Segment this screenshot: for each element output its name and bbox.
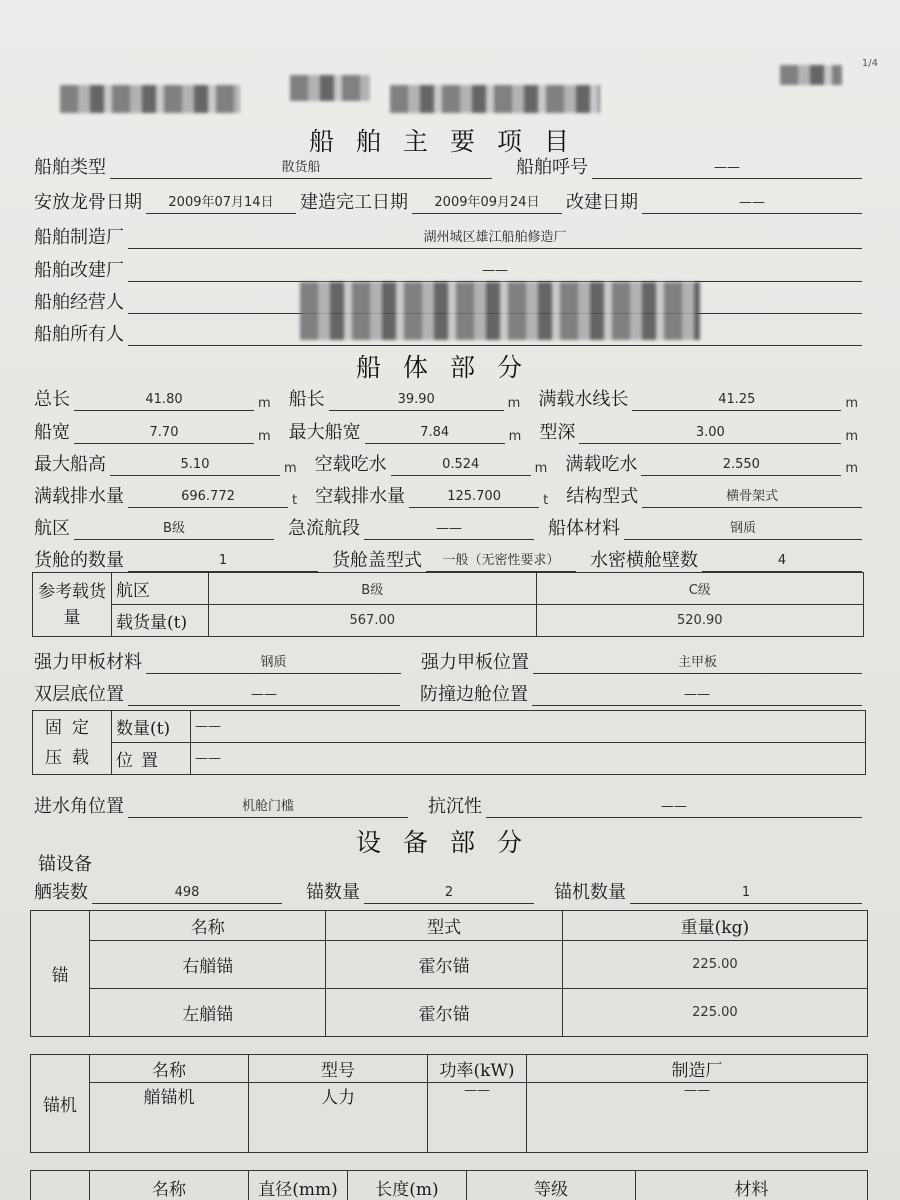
hull-field-label: 船长 [288, 389, 325, 410]
hull-field-value: 2.550 [641, 455, 841, 476]
flood-angle-label: 进水角位置 [34, 796, 124, 817]
flood-angle-value: 机舱门槛 [128, 797, 408, 818]
owner-label: 船舶所有人 [34, 324, 124, 345]
row-builder [34, 223, 866, 249]
unit-label: m [507, 396, 521, 411]
hull-field-label: 满载排水量 [34, 486, 124, 507]
call-sign-label: 船舶呼号 [516, 157, 588, 178]
hull-field-label: 急流航段 [288, 518, 360, 539]
hull-field-value: 4 [702, 551, 862, 572]
chain-header-grade: 等级 [467, 1171, 636, 1200]
ballast-table [32, 710, 866, 775]
cargo-b: 567.00 [209, 605, 537, 637]
keel-date-label: 安放龙骨日期 [34, 192, 142, 213]
unit-label: m [258, 429, 271, 444]
chain-header-name: 名称 [90, 1171, 249, 1200]
hull-field-value: 一般（无密性要求） [426, 551, 576, 572]
hull-field-label: 型深 [539, 422, 576, 443]
anchor-header-name: 名称 [90, 911, 326, 941]
redacted-owner [300, 282, 700, 340]
hull-field-label: 水密横舱壁数 [590, 550, 698, 571]
ballast-head-1: 固定 [45, 717, 99, 738]
hull-field-label: 满载水线长 [538, 389, 629, 410]
hull-field-label: 最大船高 [34, 454, 106, 475]
chain-header-length: 长度(m) [348, 1171, 467, 1200]
unit-label: m [258, 396, 271, 411]
deck-position-label: 强力甲板位置 [421, 652, 529, 673]
row-ship-type [34, 153, 866, 179]
double-bottom-value: —— [128, 685, 400, 706]
rebuilder-value: —— [128, 261, 862, 282]
hull-field-label: 空载排水量 [315, 486, 406, 507]
build-date-value: 2009年09月24日 [412, 193, 562, 214]
windlass-table [30, 1054, 868, 1153]
anchor-heading: 锚设备 [38, 854, 92, 875]
operator-label: 船舶经营人 [34, 292, 124, 313]
ballast-qty-value: —— [191, 711, 866, 743]
double-bottom-label: 双层底位置 [34, 684, 124, 705]
windlass-row-model: 人力 [249, 1083, 428, 1153]
unit-label: t [292, 493, 298, 508]
rebuilder-label: 船舶改建厂 [34, 260, 124, 281]
anchor-row-name: 右艏锚 [90, 941, 326, 989]
windlass-row-name: 艏锚机 [90, 1083, 249, 1153]
hull-row [34, 482, 866, 508]
windlass-header-model: 型号 [249, 1055, 428, 1083]
row-dates [34, 188, 866, 214]
row-double-bottom [34, 680, 866, 706]
area-label: 航区 [112, 573, 209, 605]
anchor-side-label: 锚 [31, 911, 90, 1037]
hull-row [34, 546, 866, 572]
hull-field-label: 货舱的数量 [34, 550, 124, 571]
anchor-row-name: 左艏锚 [90, 989, 326, 1037]
hull-field-value: 41.80 [74, 390, 254, 411]
hull-field-label: 满载吃水 [565, 454, 638, 475]
anchor-header-type: 型式 [326, 911, 562, 941]
unsinkable-label: 抗沉性 [428, 796, 482, 817]
outfit-label: 舾装数 [34, 882, 88, 903]
row-flood [34, 792, 866, 818]
windlass-count-value: 1 [630, 883, 862, 904]
deck-material-label: 强力甲板材料 [34, 652, 142, 673]
ballast-qty-label: 数量(t) [112, 711, 191, 743]
anchor-row-weight: 225.00 [562, 989, 867, 1037]
unit-label: m [534, 461, 548, 476]
hull-field-label: 船体材料 [548, 518, 620, 539]
hull-field-value: B级 [74, 519, 274, 540]
windlass-header-name: 名称 [90, 1055, 249, 1083]
unsinkable-value: —— [486, 797, 862, 818]
windlass-row-maker: —— [527, 1083, 868, 1153]
area-c: C级 [536, 573, 864, 605]
unit-label: m [284, 461, 297, 476]
unit-label: t [543, 493, 549, 508]
anchor-header-weight: 重量(kg) [562, 911, 867, 941]
hull-row [34, 514, 866, 540]
unit-label: m [508, 429, 522, 444]
ballast-head [33, 711, 112, 775]
hull-row [34, 418, 866, 444]
outfit-value: 498 [92, 883, 282, 904]
chain-header-material: 材料 [636, 1171, 868, 1200]
hull-field-value: 3.00 [579, 423, 841, 444]
hull-row [34, 385, 866, 411]
hull-field-label: 总长 [34, 389, 70, 410]
deck-material-value: 钢质 [146, 653, 401, 674]
hull-field-value: 696.772 [128, 487, 288, 508]
redacted-header [60, 85, 240, 113]
anchor-count-label: 锚数量 [306, 882, 360, 903]
cargo-label: 载货量(t) [112, 605, 209, 637]
main-title: 船舶主要项目 [308, 127, 591, 156]
hull-field-value: 钢质 [624, 519, 862, 540]
anchor-row-type: 霍尔锚 [326, 989, 562, 1037]
hull-field-label: 最大船宽 [288, 422, 361, 443]
windlass-header-power: 功率(kW) [428, 1055, 527, 1083]
anchor-table [30, 910, 868, 1037]
chain-header-diameter: 直径(mm) [249, 1171, 348, 1200]
unit-label: m [845, 429, 858, 444]
hull-field-value: —— [364, 519, 534, 540]
windlass-header-maker: 制造厂 [527, 1055, 868, 1083]
hull-field-label: 货舱盖型式 [332, 550, 422, 571]
reference-cargo-table [32, 572, 864, 637]
hull-field-value: 41.25 [632, 390, 841, 411]
hull-field-label: 结构型式 [566, 486, 639, 507]
windlass-row-power: —— [428, 1083, 527, 1153]
hull-field-value: 5.10 [110, 455, 280, 476]
keel-date-value: 2009年07月14日 [146, 193, 296, 214]
hull-title: 船体部分 [355, 353, 544, 382]
page-number: 1/4 [861, 58, 878, 69]
equipment-title: 设备部分 [355, 828, 544, 857]
build-date-label: 建造完工日期 [300, 192, 408, 213]
ship-type-label: 船舶类型 [34, 157, 106, 178]
hull-field-label: 空载吃水 [314, 454, 387, 475]
ballast-pos-value: —— [191, 743, 866, 775]
chain-table [30, 1170, 868, 1200]
wing-tank-value: —— [532, 685, 862, 706]
hull-row [34, 450, 866, 476]
area-b: B级 [209, 573, 537, 605]
hull-field-value: 7.70 [74, 423, 254, 444]
anchor-row-type: 霍尔锚 [326, 941, 562, 989]
wing-tank-label: 防撞边舱位置 [420, 684, 528, 705]
row-deck [34, 648, 866, 674]
hull-field-label: 船宽 [34, 422, 70, 443]
anchor-count-value: 2 [364, 883, 534, 904]
row-rebuilder [34, 256, 866, 282]
hull-field-value: 7.84 [365, 423, 505, 444]
hull-field-value: 0.524 [391, 455, 531, 476]
rebuild-date-label: 改建日期 [566, 192, 638, 213]
redacted-header [780, 65, 842, 85]
ref-row-head: 参考载货量 [33, 573, 112, 637]
row-anchor-counts [34, 878, 866, 904]
ship-type-value: 散货船 [110, 158, 492, 179]
hull-field-label: 航区 [34, 518, 70, 539]
hull-field-value: 1 [128, 551, 318, 572]
builder-value: 湖州城区雄江船舶修造厂 [128, 228, 862, 249]
rebuild-date-value: —— [642, 193, 862, 214]
ballast-head-2: 压载 [45, 747, 99, 768]
deck-position-value: 主甲板 [533, 653, 862, 674]
anchor-row-weight: 225.00 [562, 941, 867, 989]
windlass-side-label: 锚机 [31, 1055, 90, 1153]
unit-label: m [845, 396, 858, 411]
builder-label: 船舶制造厂 [34, 227, 124, 248]
unit-label: m [845, 461, 858, 476]
call-sign-value: —— [592, 158, 862, 179]
redacted-header [390, 85, 600, 113]
hull-field-value: 125.700 [409, 487, 539, 508]
ballast-pos-label: 位置 [112, 743, 191, 775]
chain-side-cell [31, 1171, 90, 1200]
redacted-header [290, 75, 370, 101]
windlass-count-label: 锚机数量 [554, 882, 626, 903]
hull-field-value: 横骨架式 [642, 487, 862, 508]
cargo-c: 520.90 [536, 605, 864, 637]
hull-field-value: 39.90 [329, 390, 504, 411]
